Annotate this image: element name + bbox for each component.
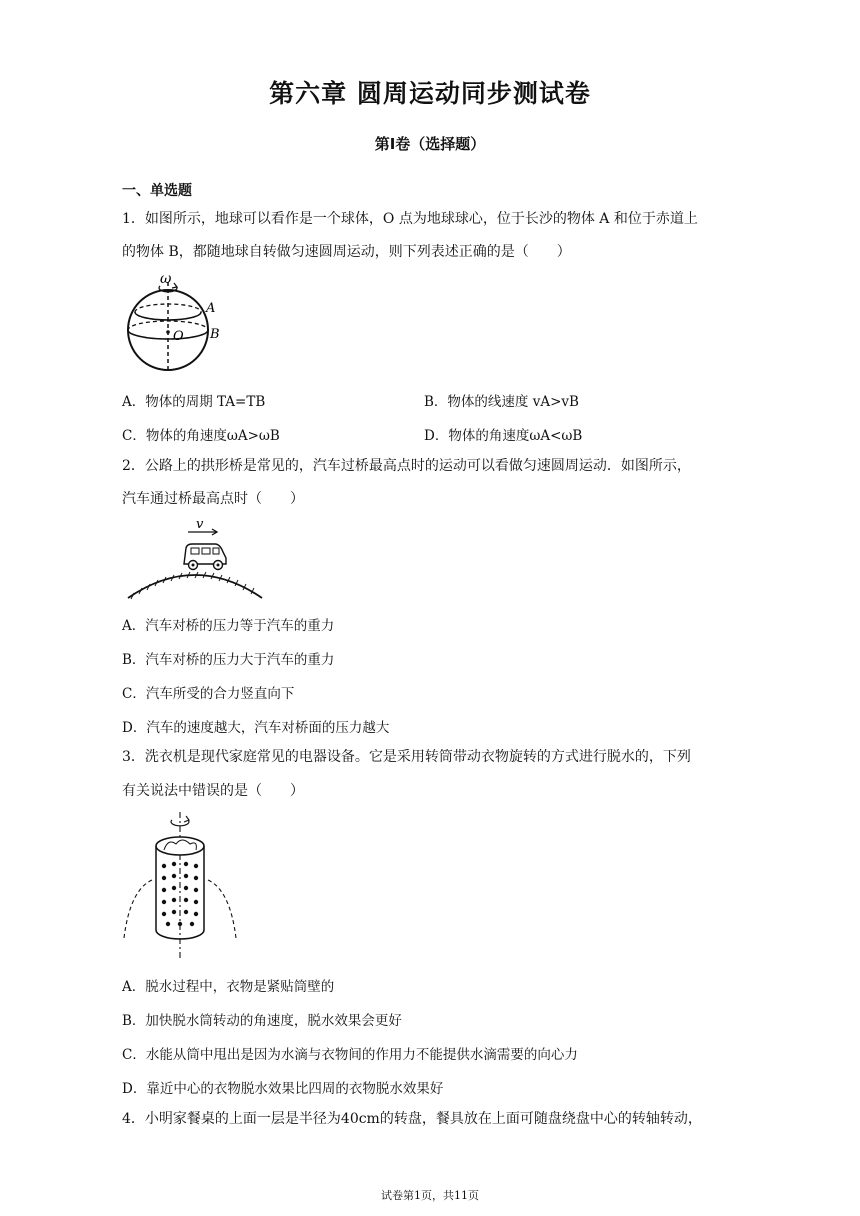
page-title: 第六章 圆周运动同步测试卷 [269,79,591,108]
q2-option-c: C．汽车所受的合力竖直向下 [122,686,295,702]
q2-line2: 汽车通过桥最高点时（ ） [122,491,304,507]
point-o-label: O [173,329,184,344]
q1-option-d: D．物体的角速度ωA<ωB [424,428,583,444]
q2-option-b: B．汽车对桥的压力大于汽车的重力 [122,652,335,668]
bridge-car-figure [120,514,270,600]
q1-line1: 1．如图所示，地球可以看作是一个球体，O 点为地球球心，位于长沙的物体 A 和位于赤道上 [122,211,698,227]
q3-option-c: C．水能从筒中甩出是因为水滴与衣物间的作用力不能提供水滴需要的向心力 [122,1047,578,1063]
q1-option-c: C．物体的角速度ωA>ωB [122,428,280,444]
point-b-label: B [210,327,220,342]
velocity-label: v [196,517,204,532]
earth-figure [118,272,228,372]
q3-option-b: B．加快脱水筒转动的角速度，脱水效果会更好 [122,1013,402,1029]
q3-option-a: A．脱水过程中，衣物是紧贴筒壁的 [122,979,335,995]
q2-option-a: A．汽车对桥的压力等于汽车的重力 [122,618,335,634]
q4-line1: 4．小明家餐桌的上面一层是半径为40cm的转盘，餐具放在上面可随盘绕盘中心的转轴转动， [122,1111,702,1127]
q1-option-b: B．物体的线速度 vA>vB [424,394,579,410]
q1-option-a: A．物体的周期 TA=TB [122,394,266,410]
q3-option-d: D．靠近中心的衣物脱水效果比四周的衣物脱水效果好 [122,1081,444,1097]
section-subtitle: 第I卷（选择题） [374,135,486,153]
point-a-label: A [206,301,216,316]
q3-line1: 3．洗衣机是现代家庭常见的电器设备。它是采用转筒带动衣物旋转的方式进行脱水的，下列 [122,749,691,765]
q3-line2: 有关说法中错误的是（ ） [122,783,304,799]
q2-option-d: D．汽车的速度越大，汽车对桥面的压力越大 [122,720,390,736]
washing-drum-figure [118,810,242,960]
omega-label: ω [160,272,172,287]
q1-line2: 的物体 B，都随地球自转做匀速圆周运动，则下列表述正确的是（ ） [122,244,571,260]
section-heading: 一、单选题 [122,183,192,199]
q2-line1: 2．公路上的拱形桥是常见的，汽车过桥最高点时的运动可以看做匀速圆周运动．如图所示， [122,458,691,474]
page-footer: 试卷第1页，共11页 [381,1189,479,1202]
